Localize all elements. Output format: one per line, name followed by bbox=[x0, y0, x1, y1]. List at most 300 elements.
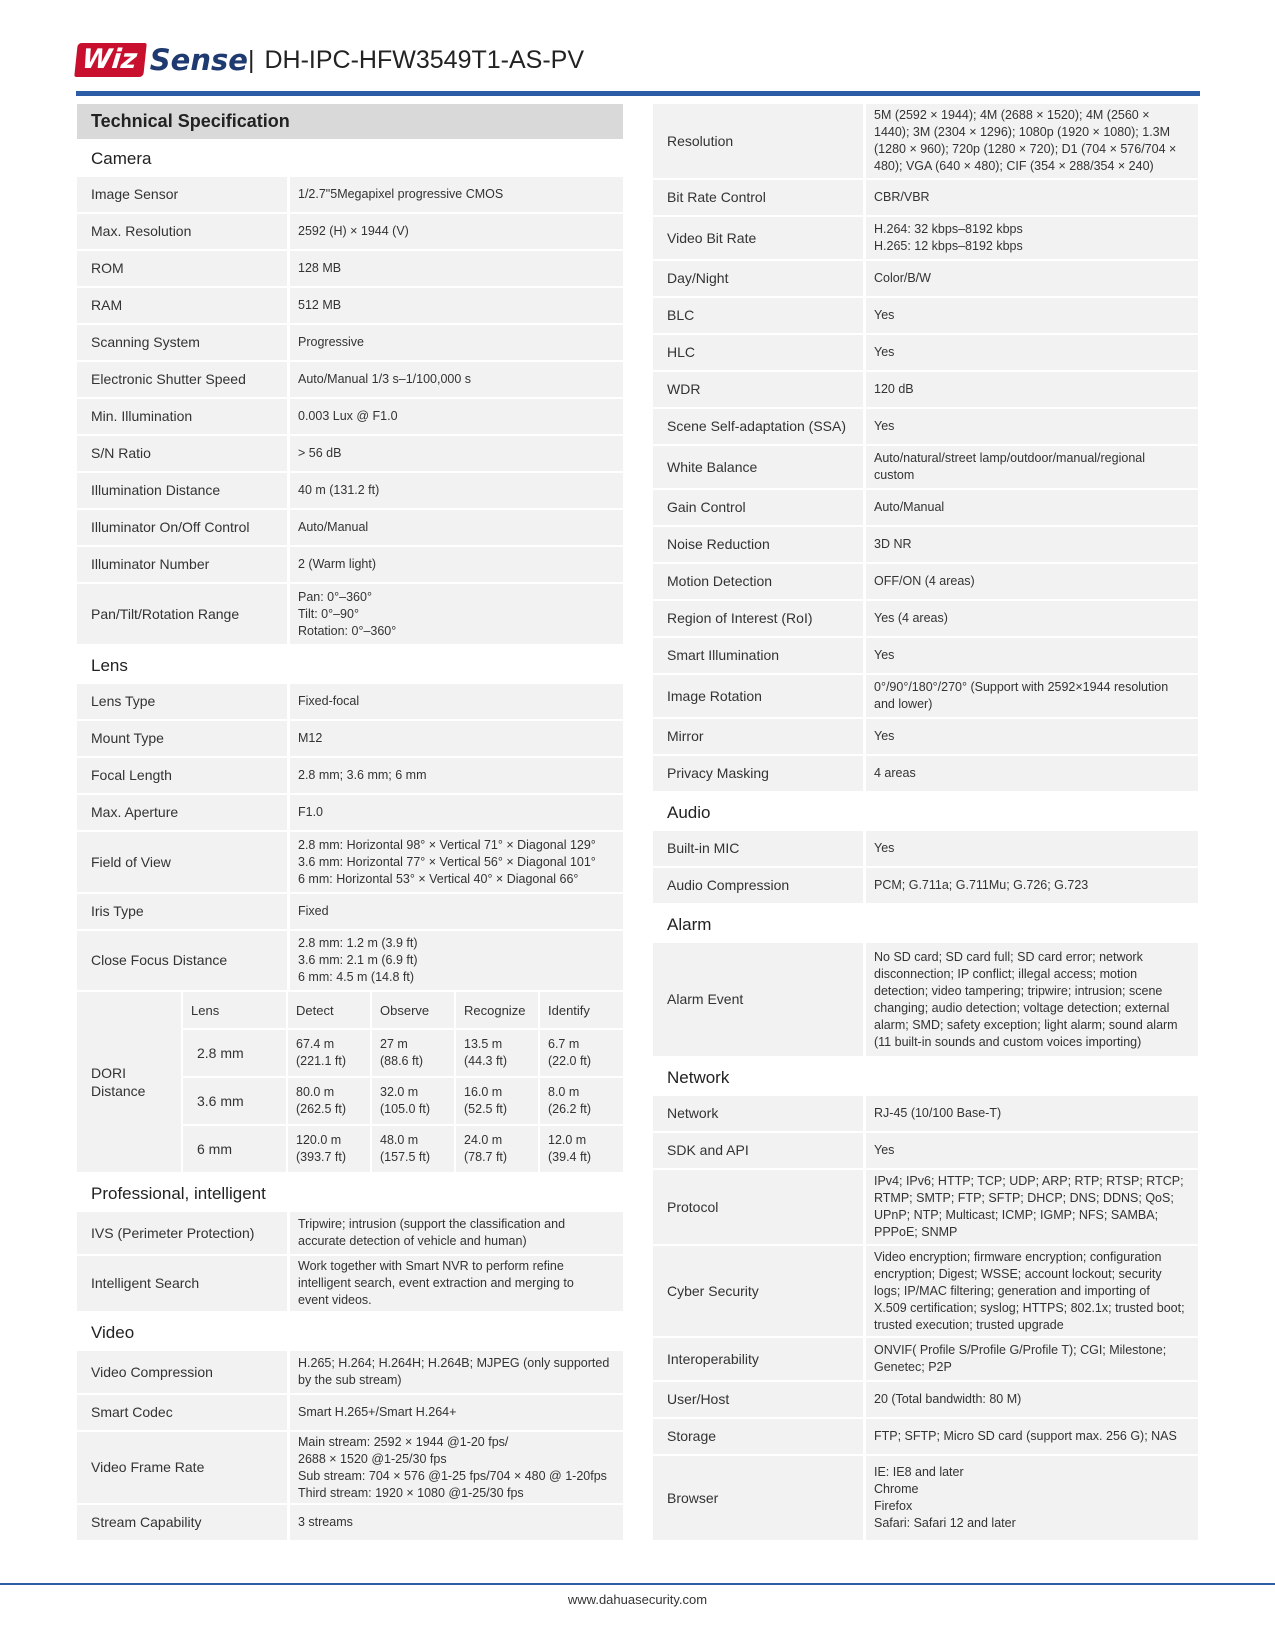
spec-row bbox=[653, 1419, 1198, 1454]
spec-value-line: accurate detection of vehicle and human) bbox=[298, 1234, 527, 1248]
spec-value bbox=[866, 372, 1198, 407]
spec-row bbox=[77, 795, 623, 830]
spec-label: Built-in MIC bbox=[653, 831, 863, 866]
spec-value bbox=[290, 894, 623, 929]
spec-value-line: by the sub stream) bbox=[298, 1373, 402, 1387]
dori-cell-line: (221.1 ft) bbox=[296, 1054, 347, 1068]
spec-label: Illumination Distance bbox=[77, 473, 287, 508]
spec-value-line: X.509 certification; syslog; HTTPS; 802.1x; trusted boot; bbox=[874, 1300, 1185, 1315]
spec-value-line: 1440); 3M (2304 × 1296); 1080p (1920 × 1080); 1.3M bbox=[874, 125, 1171, 139]
dori-cell-line: (52.5 ft) bbox=[464, 1102, 508, 1116]
dori-lens: 2.8 mm bbox=[183, 1030, 286, 1076]
spec-label: Protocol bbox=[653, 1170, 863, 1244]
video-table bbox=[77, 1351, 623, 1540]
dori-cell bbox=[372, 1030, 454, 1076]
spec-value-line: 2.8 mm: 1.2 m (3.9 ft) bbox=[298, 936, 418, 950]
spec-label: Noise Reduction bbox=[653, 527, 863, 562]
spec-label: Alarm Event bbox=[653, 943, 863, 1056]
section-title-lens: Lens bbox=[91, 656, 128, 675]
spec-label: Intelligent Search bbox=[77, 1256, 287, 1311]
spec-value-line: CBR/VBR bbox=[874, 190, 930, 204]
spec-value-line: 6 mm: 4.5 m (14.8 ft) bbox=[298, 970, 415, 984]
spec-row bbox=[77, 362, 623, 397]
spec-value-line: Rotation: 0°–360° bbox=[298, 623, 397, 638]
spec-value-line: RTMP; SMTP; FTP; SFTP; DHCP; DNS; DDNS; QoS; bbox=[874, 1191, 1174, 1205]
section-title-alarm: Alarm bbox=[667, 915, 712, 934]
spec-value-line: Auto/Manual 1/3 s–1/100,000 s bbox=[298, 372, 472, 386]
dori-cell bbox=[288, 1126, 370, 1172]
spec-row bbox=[77, 684, 623, 719]
spec-value-line: M12 bbox=[298, 731, 323, 745]
spec-value-line: Yes (4 areas) bbox=[874, 611, 948, 625]
spec-value-line: intelligent search, event extraction and merging to bbox=[298, 1276, 574, 1290]
spec-value-line: 2592 (H) × 1944 (V) bbox=[298, 224, 409, 238]
spec-label: Video Bit Rate bbox=[653, 217, 863, 259]
spec-value-line: Work together with Smart NVR to perform refine bbox=[298, 1259, 564, 1273]
spec-value bbox=[866, 261, 1198, 296]
spec-value-line: Sub stream: 704 × 576 @1-25 fps/704 × 480 @ 1-20fps bbox=[298, 1468, 607, 1483]
page-header bbox=[76, 40, 1200, 84]
spec-value-line: 5M (2592 × 1944); 4M (2688 × 1520); 4M (2560 × bbox=[874, 108, 1150, 122]
dori-cell-line: 13.5 m bbox=[464, 1037, 503, 1051]
spec-value-line: 2 (Warm light) bbox=[298, 557, 377, 571]
spec-row bbox=[653, 1382, 1198, 1417]
footer-url: www.dahuasecurity.com bbox=[567, 1592, 708, 1607]
dori-cell-line: 24.0 m bbox=[464, 1133, 503, 1147]
spec-value-line: 20 (Total bandwidth: 80 M) bbox=[874, 1392, 1022, 1406]
spec-value-line: Auto/natural/street lamp/outdoor/manual/regional bbox=[874, 451, 1145, 465]
spec-row bbox=[77, 214, 623, 249]
dori-cell-line: (393.7 ft) bbox=[296, 1150, 347, 1164]
spec-value-line: 4 areas bbox=[874, 766, 916, 780]
right-column bbox=[653, 104, 1198, 1542]
spec-value-line: IE: IE8 and later bbox=[874, 1465, 964, 1479]
spec-value-line: Safari: Safari 12 and later bbox=[874, 1516, 1016, 1530]
spec-row bbox=[77, 894, 623, 929]
left-column bbox=[77, 104, 623, 1542]
spec-value-line: ONVIF( Profile S/Profile G/Profile T); CGI; Milestone; bbox=[874, 1343, 1167, 1357]
spec-value bbox=[866, 1338, 1198, 1380]
spec-row bbox=[77, 1351, 623, 1393]
dori-header: Detect bbox=[288, 992, 370, 1028]
spec-value bbox=[290, 584, 623, 644]
spec-value-line: H.265; H.264; H.264H; H.264B; MJPEG (only supported bbox=[298, 1356, 610, 1370]
spec-value bbox=[866, 1456, 1198, 1540]
spec-label: Mount Type bbox=[77, 721, 287, 756]
spec-row bbox=[77, 510, 623, 545]
logo-sense-text: Sense bbox=[149, 43, 248, 77]
spec-label: IVS (Perimeter Protection) bbox=[77, 1212, 287, 1254]
spec-row bbox=[653, 372, 1198, 407]
spec-label: Audio Compression bbox=[653, 868, 863, 903]
spec-value bbox=[290, 325, 623, 360]
spec-label: Iris Type bbox=[77, 894, 287, 929]
spec-row bbox=[653, 756, 1198, 791]
spec-label: Smart Codec bbox=[77, 1395, 287, 1430]
spec-value bbox=[290, 1351, 623, 1393]
spec-value-line: Yes bbox=[874, 648, 895, 662]
dori-table bbox=[77, 992, 623, 1172]
spec-value bbox=[290, 1395, 623, 1430]
title-separator: | bbox=[248, 46, 255, 74]
dori-label bbox=[77, 992, 181, 1172]
spec-row bbox=[77, 584, 623, 644]
dori-cell bbox=[540, 1126, 623, 1172]
spec-value-line: encryption; Digest; WSSE; account lockout; security bbox=[874, 1266, 1162, 1281]
spec-label: Pan/Tilt/Rotation Range bbox=[77, 584, 287, 644]
dori-cell-line: 32.0 m bbox=[380, 1085, 419, 1099]
spec-label: Cyber Security bbox=[653, 1246, 863, 1336]
spec-value-line: Tilt: 0°–90° bbox=[298, 606, 359, 621]
spec-value bbox=[866, 1096, 1198, 1131]
spec-value bbox=[290, 288, 623, 323]
spec-value-line: Progressive bbox=[298, 335, 364, 349]
spec-row bbox=[77, 1395, 623, 1430]
spec-label: Max. Resolution bbox=[77, 214, 287, 249]
spec-row bbox=[653, 298, 1198, 333]
spec-label: Smart Illumination bbox=[653, 638, 863, 673]
spec-value bbox=[290, 795, 623, 830]
spec-row bbox=[77, 177, 623, 212]
logo-wiz-text: Wiz bbox=[74, 43, 146, 77]
spec-label: Mirror bbox=[653, 719, 863, 754]
spec-value-line: UPnP; NTP; Multicast; ICMP; IGMP; NFS; SAMBA; bbox=[874, 1208, 1159, 1222]
spec-row bbox=[653, 1456, 1198, 1540]
spec-value bbox=[866, 409, 1198, 444]
section-title-audio: Audio bbox=[667, 803, 711, 822]
spec-value-line: Genetec; P2P bbox=[874, 1360, 952, 1374]
spec-row bbox=[653, 490, 1198, 525]
spec-value-line: Firefox bbox=[874, 1499, 913, 1513]
spec-row bbox=[653, 217, 1198, 259]
spec-value bbox=[866, 1133, 1198, 1168]
spec-value bbox=[866, 217, 1198, 259]
spec-label: Region of Interest (RoI) bbox=[653, 601, 863, 636]
spec-value-line: RJ-45 (10/100 Base-T) bbox=[874, 1106, 1002, 1120]
model-title bbox=[248, 42, 584, 78]
section-title-network: Network bbox=[667, 1068, 730, 1087]
spec-value-line: Yes bbox=[874, 345, 895, 359]
spec-value-line: Pan: 0°–360° bbox=[298, 589, 372, 604]
spec-label: Lens Type bbox=[77, 684, 287, 719]
spec-row bbox=[653, 1133, 1198, 1168]
dori-cell-line: (157.5 ft) bbox=[380, 1150, 431, 1164]
spec-value bbox=[290, 436, 623, 471]
spec-label: Bit Rate Control bbox=[653, 180, 863, 215]
dori-cell-line: 48.0 m bbox=[380, 1133, 419, 1147]
spec-value bbox=[290, 1212, 623, 1254]
spec-value-line: 3.6 mm: 2.1 m (6.9 ft) bbox=[298, 953, 418, 967]
spec-label: Image Sensor bbox=[77, 177, 287, 212]
spec-row bbox=[653, 446, 1198, 488]
spec-value bbox=[866, 831, 1198, 866]
dori-cell-line: (262.5 ft) bbox=[296, 1102, 347, 1116]
dori-header: Recognize bbox=[456, 992, 538, 1028]
spec-label: Stream Capability bbox=[77, 1505, 287, 1540]
spec-value-line: disconnection; IP conflict; illegal access; motion bbox=[874, 966, 1138, 981]
spec-row bbox=[77, 325, 623, 360]
spec-row bbox=[653, 601, 1198, 636]
spec-label: Interoperability bbox=[653, 1338, 863, 1380]
spec-row bbox=[653, 1338, 1198, 1380]
spec-value bbox=[866, 446, 1198, 488]
spec-label: Motion Detection bbox=[653, 564, 863, 599]
spec-row bbox=[77, 547, 623, 582]
spec-value bbox=[866, 335, 1198, 370]
spec-value-line: 128 MB bbox=[298, 261, 342, 275]
professional-table bbox=[77, 1212, 623, 1311]
spec-value bbox=[866, 490, 1198, 525]
spec-value-line: logs; IP/MAC filtering; generation and importing of bbox=[874, 1283, 1150, 1298]
section-title-video: Video bbox=[91, 1323, 135, 1342]
spec-label: Focal Length bbox=[77, 758, 287, 793]
spec-value bbox=[866, 675, 1198, 717]
model-number: DH-IPC-HFW3549T1-AS-PV bbox=[264, 46, 584, 74]
spec-label: White Balance bbox=[653, 446, 863, 488]
spec-label: SDK and API bbox=[653, 1133, 863, 1168]
spec-value bbox=[866, 1419, 1198, 1454]
spec-value bbox=[290, 214, 623, 249]
spec-value bbox=[290, 758, 623, 793]
spec-value-line: PCM; G.711a; G.711Mu; G.726; G.723 bbox=[874, 878, 1089, 892]
spec-label: Electronic Shutter Speed bbox=[77, 362, 287, 397]
spec-value bbox=[866, 104, 1198, 178]
spec-value-line: 3 streams bbox=[298, 1515, 353, 1529]
spec-value-line: 3D NR bbox=[874, 537, 912, 551]
spec-value-line: 120 dB bbox=[874, 382, 914, 396]
spec-value bbox=[290, 399, 623, 434]
spec-row bbox=[77, 1256, 623, 1311]
dori-cell-line: (78.7 ft) bbox=[464, 1150, 508, 1164]
spec-label: Video Compression bbox=[77, 1351, 287, 1393]
spec-value-line: detection; video tampering; tripwire; intrusion; scene bbox=[874, 983, 1163, 998]
spec-value bbox=[866, 1382, 1198, 1417]
spec-value-line: F1.0 bbox=[298, 805, 324, 819]
spec-label: Scanning System bbox=[77, 325, 287, 360]
spec-value bbox=[290, 684, 623, 719]
video-continued-table bbox=[653, 104, 1198, 791]
spec-label: BLC bbox=[653, 298, 863, 333]
dori-cell bbox=[372, 1126, 454, 1172]
spec-label: Illuminator Number bbox=[77, 547, 287, 582]
dori-cell bbox=[540, 1030, 623, 1076]
dori-cell-line: 67.4 m bbox=[296, 1037, 335, 1051]
dori-cell-line: 120.0 m bbox=[296, 1133, 342, 1147]
spec-row bbox=[77, 931, 623, 990]
dori-cell-line: (44.3 ft) bbox=[464, 1054, 508, 1068]
dori-cell-line: 27 m bbox=[380, 1037, 408, 1051]
alarm-table bbox=[653, 943, 1198, 1056]
spec-label: Gain Control bbox=[653, 490, 863, 525]
spec-row bbox=[653, 868, 1198, 903]
dori-cell bbox=[456, 1126, 538, 1172]
spec-value-line: event videos. bbox=[298, 1293, 372, 1307]
spec-value bbox=[866, 719, 1198, 754]
dori-cell-line: (105.0 ft) bbox=[380, 1102, 431, 1116]
spec-row bbox=[77, 1432, 623, 1503]
spec-value bbox=[866, 638, 1198, 673]
spec-value-line: Yes bbox=[874, 308, 895, 322]
spec-label: Resolution bbox=[653, 104, 863, 178]
spec-row bbox=[77, 473, 623, 508]
dori-lens: 3.6 mm bbox=[183, 1078, 286, 1124]
spec-row bbox=[77, 721, 623, 756]
spec-value-line: Video encryption; firmware encryption; configuration bbox=[874, 1249, 1162, 1264]
section-title-professional: Professional, intelligent bbox=[91, 1184, 266, 1203]
spec-value-line: Auto/Manual bbox=[298, 520, 369, 534]
spec-value-line: Third stream: 1920 × 1080 @1-25/30 fps bbox=[298, 1485, 524, 1500]
spec-value-line: Yes bbox=[874, 841, 895, 855]
spec-value-line: Fixed bbox=[298, 904, 329, 918]
dori-label-line: DORI bbox=[91, 1065, 126, 1081]
spec-label: Illuminator On/Off Control bbox=[77, 510, 287, 545]
spec-row bbox=[653, 719, 1198, 754]
spec-label: Field of View bbox=[77, 832, 287, 892]
spec-label: User/Host bbox=[653, 1382, 863, 1417]
dori-cell-line: 16.0 m bbox=[464, 1085, 503, 1099]
spec-label: HLC bbox=[653, 335, 863, 370]
spec-value bbox=[290, 931, 623, 990]
spec-value bbox=[866, 1246, 1198, 1336]
spec-value bbox=[866, 943, 1198, 1056]
dori-grid bbox=[183, 992, 623, 1172]
lens-table bbox=[77, 684, 623, 990]
spec-value-line: No SD card; SD card full; SD card error; network bbox=[874, 949, 1143, 964]
spec-title: Technical Specification bbox=[77, 104, 623, 139]
spec-row bbox=[653, 104, 1198, 178]
dori-cell bbox=[288, 1078, 370, 1124]
spec-value bbox=[866, 298, 1198, 333]
dori-cell bbox=[456, 1030, 538, 1076]
spec-value-line: and lower) bbox=[874, 697, 933, 711]
spec-value-line: IPv4; IPv6; HTTP; TCP; UDP; ARP; RTP; RTSP; RTCP; bbox=[874, 1174, 1184, 1188]
spec-value-line: alarm; SMD; safety exception; light alarm; sound alarm bbox=[874, 1017, 1178, 1032]
spec-value-line: H.265: 12 kbps–8192 kbps bbox=[874, 239, 1023, 253]
spec-value bbox=[290, 177, 623, 212]
spec-label: Storage bbox=[653, 1419, 863, 1454]
spec-row bbox=[653, 943, 1198, 1056]
spec-row bbox=[653, 564, 1198, 599]
spec-label: Video Frame Rate bbox=[77, 1432, 287, 1503]
spec-value-line: Yes bbox=[874, 729, 895, 743]
spec-value-line: 40 m (131.2 ft) bbox=[298, 483, 380, 497]
spec-value-line: > 56 dB bbox=[298, 446, 342, 460]
spec-value-line: Smart H.265+/Smart H.264+ bbox=[298, 1405, 457, 1419]
spec-row bbox=[653, 1246, 1198, 1336]
dori-header: Identify bbox=[540, 992, 623, 1028]
header-rule bbox=[76, 91, 1200, 96]
spec-value-line: 2.8 mm: Horizontal 98° × Vertical 71° × Diagonal 129° bbox=[298, 837, 596, 852]
spec-row bbox=[77, 1212, 623, 1254]
spec-value-line: 6 mm: Horizontal 53° × Vertical 40° × Diagonal 66° bbox=[298, 871, 579, 886]
spec-value bbox=[290, 510, 623, 545]
spec-label: Day/Night bbox=[653, 261, 863, 296]
spec-label: Network bbox=[653, 1096, 863, 1131]
dori-header: Observe bbox=[372, 992, 454, 1028]
section-title-camera: Camera bbox=[91, 149, 152, 168]
spec-value-line: trusted execution; trusted upgrade bbox=[874, 1317, 1064, 1332]
spec-label: Scene Self-adaptation (SSA) bbox=[653, 409, 863, 444]
spec-label: Image Rotation bbox=[653, 675, 863, 717]
spec-value-line: PPPoE; SNMP bbox=[874, 1225, 958, 1239]
dori-cell-line: (88.6 ft) bbox=[380, 1054, 424, 1068]
spec-value-line: Main stream: 2592 × 1944 @1-20 fps/ bbox=[298, 1434, 509, 1449]
spec-label: RAM bbox=[77, 288, 287, 323]
spec-value-line: OFF/ON (4 areas) bbox=[874, 574, 975, 588]
spec-label: Privacy Masking bbox=[653, 756, 863, 791]
spec-row bbox=[77, 758, 623, 793]
spec-value-line: FTP; SFTP; Micro SD card (support max. 256 G); NAS bbox=[874, 1429, 1177, 1443]
spec-value bbox=[290, 721, 623, 756]
spec-row bbox=[77, 1505, 623, 1540]
audio-table bbox=[653, 831, 1198, 903]
spec-label: Browser bbox=[653, 1456, 863, 1540]
spec-value bbox=[290, 1432, 623, 1503]
spec-value bbox=[290, 251, 623, 286]
spec-row bbox=[653, 180, 1198, 215]
dori-cell-line: 12.0 m bbox=[548, 1133, 587, 1147]
spec-value-line: 2.8 mm; 3.6 mm; 6 mm bbox=[298, 768, 427, 782]
spec-row bbox=[653, 1096, 1198, 1131]
spec-value-line: 2688 × 1520 @1-25/30 fps bbox=[298, 1451, 447, 1466]
spec-value bbox=[290, 1256, 623, 1311]
dori-lens: 6 mm bbox=[183, 1126, 286, 1172]
spec-row bbox=[653, 409, 1198, 444]
spec-value-line: 480); VGA (640 × 480); CIF (354 × 288/354 × 240) bbox=[874, 159, 1154, 173]
spec-row bbox=[653, 675, 1198, 717]
dori-cell-line: 8.0 m bbox=[548, 1085, 580, 1099]
dori-header: Lens bbox=[183, 992, 286, 1028]
spec-row bbox=[653, 335, 1198, 370]
spec-value bbox=[866, 564, 1198, 599]
wizsense-logo bbox=[76, 42, 248, 78]
spec-row bbox=[653, 638, 1198, 673]
dori-cell-line: (39.4 ft) bbox=[548, 1150, 592, 1164]
spec-value-line: 0°/90°/180°/270° (Support with 2592×1944 resolution bbox=[874, 680, 1169, 694]
spec-value-line: Auto/Manual bbox=[874, 500, 945, 514]
spec-value-line: 1/2.7"5Megapixel progressive CMOS bbox=[298, 187, 504, 201]
spec-row bbox=[653, 831, 1198, 866]
camera-table bbox=[77, 177, 623, 644]
spec-value bbox=[866, 756, 1198, 791]
spec-value bbox=[290, 1505, 623, 1540]
spec-value bbox=[866, 868, 1198, 903]
spec-value-line: (11 built-in sounds and custom voices importing) bbox=[874, 1034, 1142, 1049]
spec-value-line: 0.003 Lux @ F1.0 bbox=[298, 409, 398, 423]
spec-row bbox=[77, 288, 623, 323]
spec-row bbox=[77, 251, 623, 286]
spec-label: Close Focus Distance bbox=[77, 931, 287, 990]
spec-value bbox=[290, 547, 623, 582]
spec-value bbox=[866, 601, 1198, 636]
dori-label-line: Distance bbox=[91, 1083, 146, 1099]
spec-label: S/N Ratio bbox=[77, 436, 287, 471]
spec-value-line: 3.6 mm: Horizontal 77° × Vertical 56° × Diagonal 101° bbox=[298, 854, 596, 869]
dori-cell-line: (26.2 ft) bbox=[548, 1102, 592, 1116]
footer-rule bbox=[0, 1583, 1275, 1585]
spec-value bbox=[866, 527, 1198, 562]
spec-value bbox=[866, 180, 1198, 215]
spec-value-line: Color/B/W bbox=[874, 271, 931, 285]
spec-value-line: (1280 × 960); 720p (1280 × 720); D1 (704 × 576/704 × bbox=[874, 142, 1177, 156]
spec-row bbox=[653, 527, 1198, 562]
dori-cell bbox=[288, 1030, 370, 1076]
spec-label: Max. Aperture bbox=[77, 795, 287, 830]
spec-row bbox=[77, 399, 623, 434]
spec-value bbox=[290, 362, 623, 397]
dori-cell bbox=[540, 1078, 623, 1124]
spec-value-line: Yes bbox=[874, 419, 895, 433]
